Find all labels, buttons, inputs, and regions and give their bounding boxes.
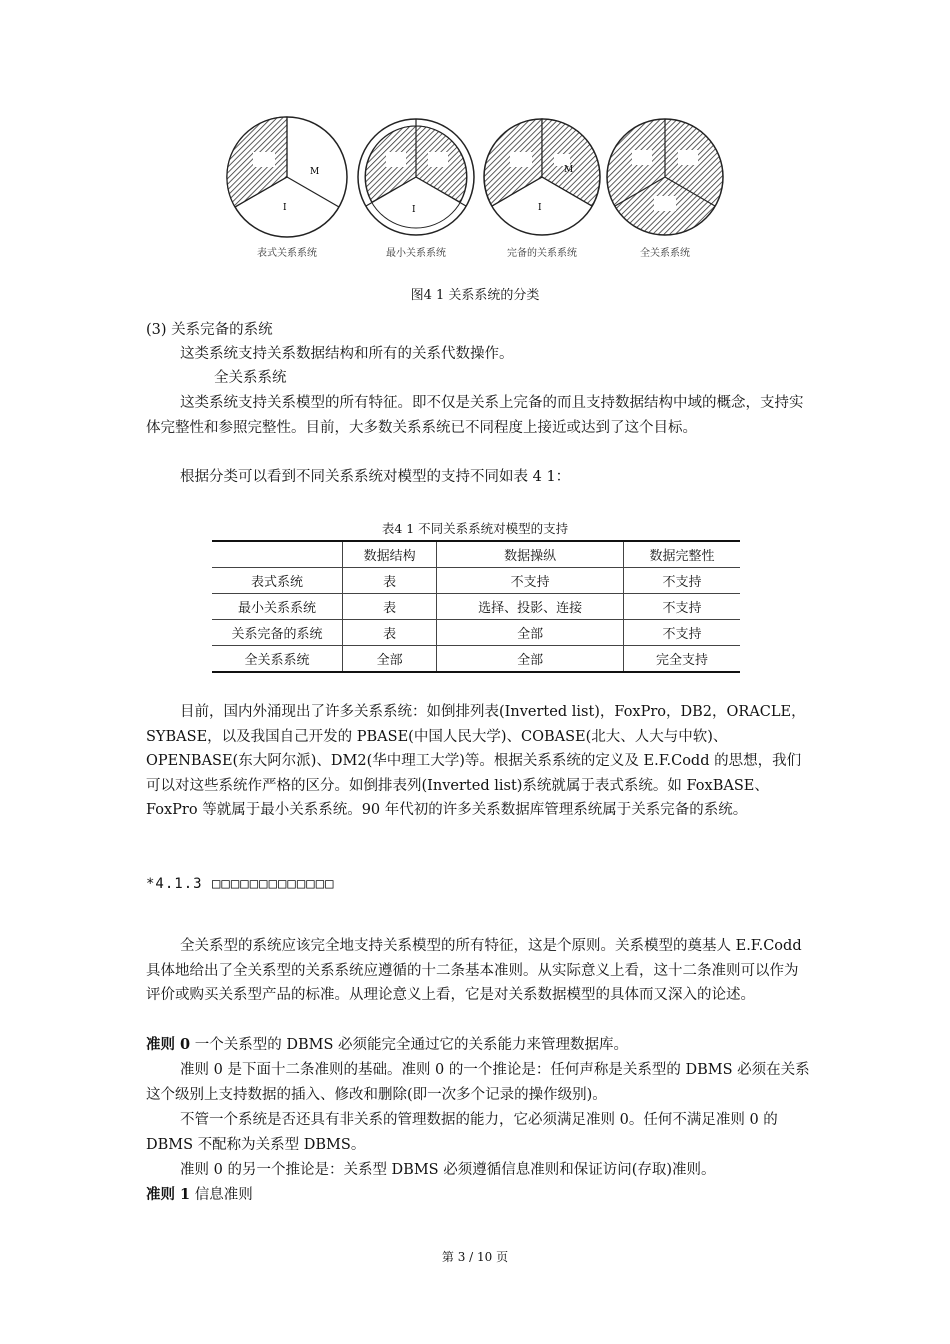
relational-system-classification-figure: [220, 112, 740, 262]
pie-tabular-system: [227, 117, 347, 237]
paragraph-table-intro: 根据分类可以看到不同关系系统对模型的支持不同如表 4 1：: [180, 469, 571, 485]
pie3-label: 完备的关系系统: [507, 248, 577, 259]
table-cell: 表式系统: [212, 568, 343, 594]
table-header-cell: 数据完整性: [623, 541, 740, 568]
pie4-label: 全关系系统: [640, 248, 690, 259]
paragraph-full-desc: 这类系统支持关系模型的所有特征。即不仅是关系上完备的而且支持数据结构中域的概念，支持实体完整性和参照完整性。目前，大多数关系系统已不同程度上接近或达到了这个目标。: [146, 395, 804, 436]
paragraph-systems-overview: 目前，国内外涌现出了许多关系系统：如倒排列表(Inverted list)，FoxPro，DB2，ORACLE，SYBASE，以及我国自己开发的 PBASE(中国人民大学)、COBASE(北大、人大与中软)、OPENBASE(东大阿尔派)、DM2(华中理工大学)等。根据关系系统的定义及 E.F.Codd 的思想，我们可以对这些系统作严格的区分。如倒排表列(Inverted list)系统就属于表式系统。如 FoxBASE、FoxPro 等就属于最小关系系统。90 年代初的许多关系数据库管理系统属于关系完备的系统。: [146, 704, 806, 818]
table-row: [212, 620, 740, 646]
table-header-cell: 数据操纵: [437, 541, 624, 568]
table-cell: 表: [343, 594, 437, 620]
pie3-i-letter: I: [538, 203, 542, 213]
pie-minimal-system: [358, 119, 474, 235]
table-cell: 最小关系系统: [212, 594, 343, 620]
pie-diagrams: [220, 112, 740, 262]
table-header-row: [212, 541, 740, 568]
table-cell: 全部: [437, 646, 624, 673]
table-row: [212, 568, 740, 594]
figure-caption: 图4 1 关系系统的分类: [410, 288, 540, 303]
table-cell: 不支持: [623, 568, 740, 594]
table-cell: 全部: [437, 620, 624, 646]
table-cell: 表: [343, 620, 437, 646]
pie-full-system: [607, 119, 723, 235]
paragraph-codd-rules: 全关系型的系统应该完全地支持关系模型的所有特征，这是个原则。关系模型的奠基人 E.F.Codd 具体地给出了全关系型的关系系统应遵循的十二条基本准则。从实际意义上看，这十二条准则可以作为评价或购买关系型产品的标准。从理论意义上看，它是对关系数据模型的具体而又深入的论述。: [146, 938, 802, 1003]
paragraph-rule0-requirement: 不管一个系统是否还具有非关系的管理数据的能力，它必须满足准则 0。任何不满足准则 0 的 DBMS 不配称为关系型 DBMS。: [146, 1112, 778, 1153]
table-header-cell: 数据结构: [343, 541, 437, 568]
paragraph-rule0-corollary: 准则 0 的另一个推论是：关系型 DBMS 必须遵循信息准则和保证访问(存取)准则。: [180, 1162, 716, 1178]
rule1-title: 准则 1: [146, 1186, 191, 1203]
heading-complete-system: (3) 关系完备的系统: [146, 322, 273, 338]
rule0-text: 一个关系型的 DBMS 必须能完全通过它的关系能力来管理数据库。: [190, 1037, 629, 1053]
rule1-text: 信息准则: [190, 1187, 253, 1203]
section-heading-4-1-3: *4.1.3 □□□□□□□□□□□□□: [146, 876, 335, 892]
table-cell: 关系完备的系统: [212, 620, 343, 646]
pie-complete-system: [484, 119, 600, 235]
table-cell: 全关系系统: [244, 653, 310, 668]
rule0-title: 准则 0: [146, 1036, 191, 1053]
table-cell: 选择、投影、连接: [437, 594, 624, 620]
table-row: [212, 594, 740, 620]
page-footer: 第 3 / 10 页: [441, 1250, 509, 1264]
pie2-i-letter: I: [412, 205, 416, 215]
table-header-cell: [212, 541, 343, 568]
model-support-table: [212, 540, 740, 673]
rule1-line: [146, 1183, 810, 1208]
table-cell: 表: [343, 568, 437, 594]
table-cell: 全部: [343, 646, 437, 673]
table-caption: 表4 1 不同关系系统对模型的支持: [381, 521, 569, 536]
paragraph-complete-desc: 这类系统支持关系数据结构和所有的关系代数操作。: [180, 346, 514, 362]
pie3-m-letter: M: [564, 165, 574, 175]
table-cell: 不支持: [437, 568, 624, 594]
table-cell: 完全支持: [623, 646, 740, 673]
pie2-label: 最小关系系统: [386, 248, 446, 259]
table-cell: 不支持: [623, 620, 740, 646]
heading-full-system: 全关系系统: [214, 370, 287, 386]
table-row: [212, 646, 740, 673]
pie1-m-letter: M: [310, 167, 320, 177]
pie1-i-letter: I: [283, 203, 287, 213]
rule0-line: [146, 1033, 810, 1058]
paragraph-rule0-basis: 准则 0 是下面十二条准则的基础。准则 0 的一个推论是：任何声称是关系型的 DBMS 必须在关系这个级别上支持数据的插入、修改和删除(即一次多个记录的操作级别)。: [146, 1062, 810, 1103]
table-cell: 不支持: [623, 594, 740, 620]
pie1-label: 表式关系系统: [257, 248, 317, 259]
